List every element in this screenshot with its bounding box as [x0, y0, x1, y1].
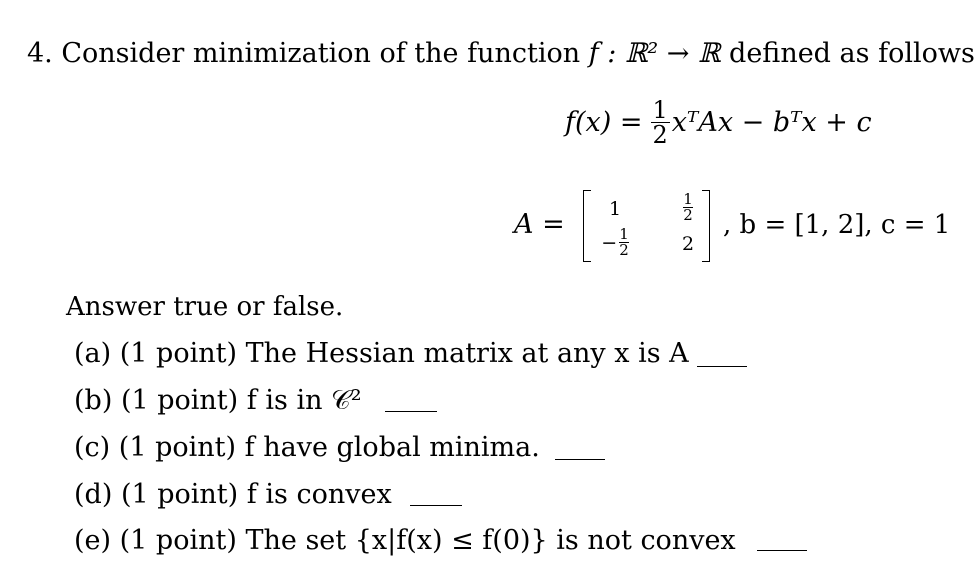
matrix-left-bracket [583, 190, 591, 262]
question-item-b [74, 385, 362, 417]
entry-12-denominator: 2 [683, 206, 693, 224]
matrix-entry-11: 1 [608, 198, 622, 220]
entry-21-numerator: 1 [619, 225, 629, 243]
matrix-entry-21 [594, 227, 636, 258]
fraction-numerator: 1 [652, 96, 668, 124]
item-text: f have global minima. [244, 432, 540, 463]
matrix-lhs: A = [514, 209, 565, 240]
question-item-a [74, 338, 689, 370]
matrix-tail: , b = [1, 2], c = 1 [723, 210, 951, 240]
equation-rhs: xᵀAx − bᵀx + c [671, 106, 872, 138]
question-item-d [74, 479, 392, 511]
item-points: (1 point) [119, 338, 238, 369]
one-half-fraction [651, 98, 670, 147]
item-points: (1 point) [119, 525, 237, 556]
problem-heading [27, 38, 975, 70]
instruction-text: Answer true or false. [66, 292, 344, 322]
item-points: (1 point) [120, 385, 239, 416]
answer-blank-a[interactable] [697, 366, 747, 367]
equation-lhs: f(x) = [565, 106, 643, 138]
item-text: f is in 𝒞² [246, 385, 362, 416]
problem-number: 4. [27, 38, 53, 69]
entry-21-denominator: 2 [619, 241, 629, 259]
item-label: (d) [74, 479, 113, 510]
matrix-entry-22: 2 [681, 233, 695, 255]
problem-intro-tail: defined as follows [729, 38, 975, 69]
item-text: f is convex [246, 479, 392, 510]
question-item-c [74, 432, 540, 464]
answer-blank-c[interactable] [555, 459, 605, 460]
item-label: (b) [74, 385, 113, 416]
answer-blank-d[interactable] [410, 505, 462, 506]
fraction-denominator: 2 [652, 121, 668, 149]
item-label: (a) [74, 338, 112, 369]
item-text: The Hessian matrix at any x is A [245, 338, 689, 369]
matrix-entry-12 [678, 192, 698, 223]
item-points: (1 point) [118, 432, 237, 463]
answer-blank-b[interactable] [385, 411, 437, 412]
item-text: The set {x|f(x) ≤ f(0)} is not convex [245, 525, 736, 556]
answer-blank-e[interactable] [757, 550, 807, 551]
problem-intro: Consider minimization of the function [61, 38, 581, 69]
function-mapping: f : ℝ² → ℝ [588, 38, 721, 69]
entry-12-numerator: 1 [683, 190, 693, 208]
function-equation [565, 98, 872, 147]
matrix-right-bracket [702, 190, 710, 262]
item-label: (e) [74, 525, 112, 556]
question-item-e [74, 525, 736, 557]
entry-21-sign: − [601, 231, 618, 254]
item-label: (c) [74, 432, 111, 463]
item-points: (1 point) [120, 479, 239, 510]
